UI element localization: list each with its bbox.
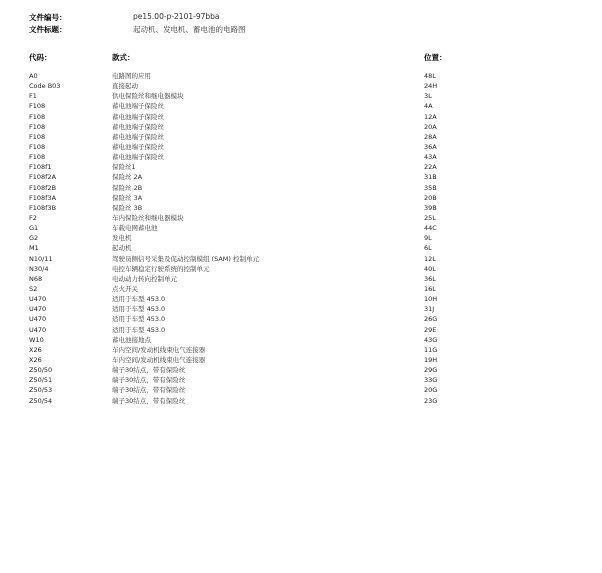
- component-location: 48L: [424, 72, 436, 80]
- component-location: 31J: [424, 305, 435, 314]
- component-code: F108f1: [29, 163, 52, 172]
- list-item: [0, 203, 602, 213]
- list-item: [0, 274, 602, 284]
- component-location: 20A: [424, 122, 437, 131]
- list-item: [0, 375, 602, 385]
- code-column-header: 代码：: [29, 53, 52, 62]
- component-location: 20B: [424, 193, 437, 202]
- component-description: 起动机: [112, 244, 132, 253]
- component-description: 保险丝 3B: [112, 203, 143, 212]
- component-location: 35B: [424, 183, 437, 192]
- component-description: 车载电网蓄电池: [112, 224, 158, 233]
- component-code: F108: [29, 102, 46, 111]
- component-location: 36L: [424, 274, 436, 283]
- component-description: 供电保险丝和继电器模块: [112, 92, 184, 101]
- component-description: 保险丝1: [112, 163, 136, 172]
- component-code: U470: [29, 315, 47, 324]
- component-location: 25L: [424, 213, 436, 222]
- component-code: U470: [29, 305, 47, 314]
- component-location: 44C: [424, 224, 437, 233]
- component-description: 直接起动: [112, 82, 138, 91]
- component-code: A0: [29, 72, 38, 80]
- component-code: Z50/51: [29, 376, 53, 385]
- component-code: N30/4: [29, 264, 49, 273]
- component-description: 车内空间/发动机线束电气连接器: [112, 355, 206, 364]
- component-location: 28A: [424, 132, 437, 141]
- component-code: G1: [29, 224, 39, 233]
- component-code: F108f3A: [29, 193, 57, 202]
- component-description: 适用于车型 453.0: [112, 305, 166, 314]
- component-location: 43A: [424, 153, 437, 162]
- list-item: [0, 152, 602, 162]
- component-location: 12A: [424, 112, 437, 121]
- component-location: 16L: [424, 284, 436, 293]
- list-item: [0, 183, 602, 193]
- list-item: [0, 365, 602, 375]
- list-item: [0, 314, 602, 324]
- component-location: 12L: [424, 254, 436, 263]
- list-item: [0, 396, 602, 406]
- component-location: 33G: [424, 376, 438, 385]
- component-description: 端子30结点，带有保险丝: [112, 386, 186, 395]
- component-location: 29E: [424, 325, 437, 334]
- component-location: 3L: [424, 92, 432, 101]
- component-code: F108: [29, 153, 46, 162]
- component-location: 6L: [424, 244, 432, 253]
- component-description: 适用于车型 453.0: [112, 295, 166, 304]
- component-description: 保险丝 3A: [112, 193, 143, 202]
- list-item: [0, 284, 602, 294]
- component-location: 36A: [424, 142, 437, 151]
- component-location: 24H: [424, 82, 438, 91]
- component-description: 蓄电池端子保险丝: [112, 102, 164, 111]
- component-code: F108: [29, 122, 46, 131]
- component-description: 端子30结点，带有保险丝: [112, 376, 186, 385]
- component-location: 43G: [424, 335, 438, 344]
- component-code: F108f3B: [29, 203, 57, 212]
- list-item: [0, 101, 602, 111]
- component-location: 22A: [424, 163, 437, 172]
- component-location: 29G: [424, 366, 438, 375]
- component-code: Z50/54: [29, 396, 53, 405]
- list-item: [0, 112, 602, 122]
- component-location: 20G: [424, 386, 438, 395]
- component-description: 发电机: [112, 234, 132, 243]
- component-description: 点火开关: [112, 284, 138, 293]
- component-description: 适用于车型 453.0: [112, 315, 166, 324]
- component-description: 车内空间/发动机线束电气连接器: [112, 345, 206, 354]
- component-location: 11G: [424, 345, 438, 354]
- component-description: 蓄电池端子保险丝: [112, 142, 164, 151]
- component-location: 19H: [424, 355, 438, 364]
- list-item: [0, 243, 602, 253]
- component-code: F108: [29, 142, 46, 151]
- list-item: [0, 294, 602, 304]
- component-description: 适用于车型 453.0: [112, 325, 166, 334]
- list-item: [0, 254, 602, 264]
- component-description: 蓄电池端子保险丝: [112, 153, 164, 162]
- component-location: 4A: [424, 102, 433, 111]
- component-description: 电动动力转向控制单元: [112, 274, 177, 283]
- component-location: 39B: [424, 203, 437, 212]
- component-description: 蓄电池端子保险丝: [112, 112, 164, 121]
- list-item: [0, 81, 602, 91]
- file-title-label: 文件标题：: [29, 25, 67, 34]
- component-code: F108f2B: [29, 183, 57, 192]
- list-item: [0, 213, 602, 223]
- component-location: 23G: [424, 396, 438, 405]
- component-code: Z50/53: [29, 386, 53, 395]
- list-item: [0, 233, 602, 243]
- component-code: Z50/50: [29, 366, 53, 375]
- list-item: [0, 132, 602, 142]
- list-item: [0, 345, 602, 355]
- list-item: [0, 91, 602, 101]
- component-description: 端子30结点，带有保险丝: [112, 396, 186, 405]
- component-description: 蓄电池端子保险丝: [112, 122, 164, 131]
- component-code: F2: [29, 213, 37, 222]
- component-location: 40L: [424, 264, 436, 273]
- component-description: 蓄电池端子保险丝: [112, 132, 164, 141]
- component-description: 车内保险丝和继电器模块: [112, 213, 184, 222]
- list-item: [0, 335, 602, 345]
- component-code: G2: [29, 234, 39, 243]
- component-code: F108: [29, 112, 46, 121]
- file-number-label: 文件编号：: [29, 13, 67, 22]
- component-code: W10: [29, 335, 44, 344]
- list-item: [0, 325, 602, 335]
- component-code: X26: [29, 345, 42, 354]
- component-code: U470: [29, 325, 47, 334]
- component-location: 31B: [424, 173, 437, 182]
- component-code: N68: [29, 274, 43, 283]
- list-item: [0, 193, 602, 203]
- description-column-header: 款式：: [112, 53, 135, 62]
- component-code: S2: [29, 284, 38, 293]
- component-location: 9L: [424, 234, 432, 243]
- component-code: F108f2A: [29, 173, 57, 182]
- list-item: [0, 162, 602, 172]
- component-code: X26: [29, 355, 42, 364]
- list-item: [0, 304, 602, 314]
- component-location: 10H: [424, 295, 438, 304]
- list-item: [0, 355, 602, 365]
- list-item: [0, 142, 602, 152]
- component-location: 26G: [424, 315, 438, 324]
- component-description: 电控车辆稳定行驶系统的控制单元: [112, 264, 210, 273]
- file-title-value: 起动机、发电机、蓄电池的电路图: [133, 25, 246, 34]
- list-item: [0, 223, 602, 233]
- component-code: M1: [29, 244, 39, 253]
- list-item: [0, 264, 602, 274]
- list-item: [0, 172, 602, 182]
- component-description: 端子30结点，带有保险丝: [112, 366, 186, 375]
- component-code: N10/11: [29, 254, 53, 263]
- component-code: F108: [29, 132, 46, 141]
- list-item: [0, 122, 602, 132]
- file-number-value: pe15.00-p-2101-97bba: [133, 12, 220, 21]
- component-list: [0, 71, 602, 406]
- component-code: F1: [29, 92, 37, 101]
- component-code: U470: [29, 295, 47, 304]
- list-item: [0, 71, 602, 81]
- component-description: 保险丝 2A: [112, 173, 143, 182]
- component-description: 电路图的应用: [112, 72, 151, 80]
- component-code: Code B03: [29, 82, 61, 91]
- component-description: 保险丝 2B: [112, 183, 143, 192]
- list-item: [0, 385, 602, 395]
- location-column-header: 位置：: [424, 53, 447, 62]
- component-description: 驾驶员侧信号采集及促动控制模组 (SAM) 控制单元: [112, 254, 260, 263]
- component-description: 蓄电池接地点: [112, 335, 151, 344]
